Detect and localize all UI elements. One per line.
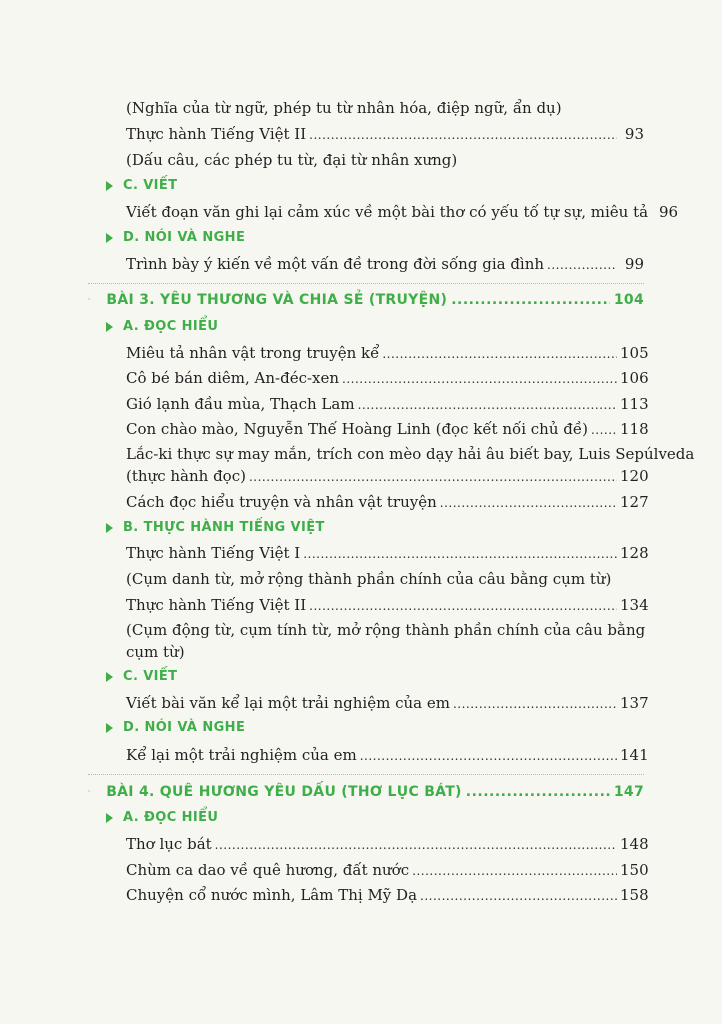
section-heading: [106, 720, 245, 735]
page-number: 93: [624, 125, 644, 143]
lesson-heading[interactable]: [88, 290, 644, 308]
page-number: 96: [658, 203, 679, 221]
dot-leader: [358, 393, 617, 416]
dot-leader: [309, 123, 617, 146]
play-marker-icon: [106, 672, 113, 682]
page-number: 127: [620, 493, 649, 511]
toc-entry[interactable]: [126, 342, 649, 365]
entry-title: Gió lạnh đầu mùa, Thạch Lam: [126, 395, 355, 413]
dot-leader: [249, 465, 617, 488]
page-number: 128: [620, 544, 649, 562]
note-text: cụm từ): [126, 643, 185, 661]
section-heading: [106, 520, 325, 535]
play-marker-icon: [106, 181, 113, 191]
dot-leader: [309, 594, 617, 617]
page-number: 141: [620, 746, 649, 764]
dot-leader: [342, 367, 617, 390]
note-text: (Cụm động từ, cụm tính từ, mở rộng thành phần chính của câu bằng: [126, 621, 646, 639]
toc-entry[interactable]: [126, 418, 649, 441]
section-heading: [106, 178, 177, 193]
entry-title: Thực hành Tiếng Việt II: [126, 125, 307, 143]
toc-entry[interactable]: [126, 744, 649, 767]
note-text: (Cụm danh từ, mở rộng thành phần chính của câu bằng cụm từ): [126, 570, 612, 588]
page-number: 113: [620, 395, 649, 413]
page-number: 137: [620, 694, 649, 712]
note-text: (Nghĩa của từ ngữ, phép tu từ nhân hóa, điệp ngữ, ẩn dụ): [126, 99, 562, 117]
dot-leader: [382, 342, 617, 365]
page-number: 104: [613, 292, 644, 308]
dot-leader: [360, 744, 617, 767]
section-label: A. ĐỌC HIỂU: [123, 319, 219, 334]
toc-entry[interactable]: [126, 833, 649, 856]
section-heading: [106, 319, 218, 334]
section-heading: [106, 230, 245, 245]
entry-title: Kể lại một trải nghiệm của em: [126, 746, 357, 764]
dot-leader: [420, 884, 617, 907]
entry-title: Viết bài văn kể lại một trải nghiệm của em: [126, 694, 450, 712]
note-text: (Dấu câu, các phép tu từ, đại từ nhân xưng): [126, 151, 458, 169]
play-marker-icon: [106, 813, 113, 823]
entry-title: Chuyện cổ nước mình, Lâm Thị Mỹ Dạ: [126, 886, 418, 904]
toc-entry[interactable]: [126, 884, 649, 907]
lesson-title: BÀI 3. YÊU THƯƠNG VÀ CHIA SẺ (TRUYỆN): [106, 292, 448, 308]
toc-entry[interactable]: [126, 393, 649, 416]
divider: [88, 283, 644, 284]
page-number: 106: [620, 369, 649, 387]
play-marker-icon: [106, 523, 113, 533]
toc-entry[interactable]: [126, 859, 649, 882]
page-number: 134: [620, 596, 649, 614]
play-marker-icon: [106, 233, 113, 243]
toc-entry[interactable]: [126, 253, 644, 276]
entry-title: Cô bé bán diêm, An-đéc-xen: [126, 369, 340, 387]
dot-leader: [440, 491, 617, 514]
section-label: C. VIẾT: [123, 669, 178, 684]
dot-leader: [303, 542, 617, 565]
dot-leader: [453, 692, 617, 715]
page-number: 158: [620, 886, 649, 904]
entry-title: Thơ lục bát: [126, 835, 212, 853]
play-marker-icon: [106, 723, 113, 733]
section-label: C. VIẾT: [123, 178, 178, 193]
section-heading: [106, 810, 218, 825]
dot-leader: [412, 859, 617, 882]
dot-leader: [466, 784, 610, 800]
section-heading: [106, 669, 177, 684]
toc-entry[interactable]: [126, 201, 679, 224]
toc-entry[interactable]: [126, 123, 644, 146]
entry-title-line: Lắc-ki thực sự may mắn, trích con mèo dạy hải âu biết bay, Luis Sepúlveda: [126, 445, 695, 463]
section-label: B. THỰC HÀNH TIẾNG VIỆT: [123, 520, 325, 535]
section-label: D. NÓI VÀ NGHE: [123, 720, 246, 735]
divider: [88, 774, 644, 775]
page-number: 150: [620, 861, 649, 879]
entry-title: Trình bày ý kiến về một vấn đề trong đời sống gia đình: [126, 255, 545, 273]
entry-title: Miêu tả nhân vật trong truyện kể: [126, 344, 380, 362]
toc-entry[interactable]: [126, 542, 649, 565]
toc-entry[interactable]: [126, 692, 649, 715]
dot-leader: [591, 418, 617, 441]
toc-entry[interactable]: [126, 465, 649, 488]
book-icon: [88, 292, 90, 306]
dot-leader: [451, 292, 610, 308]
book-icon: [88, 784, 90, 798]
entry-title: Thực hành Tiếng Việt I: [126, 544, 301, 562]
entry-title: Viết đoạn văn ghi lại cảm xúc về một bài thơ có yếu tố tự sự, miêu tả: [126, 203, 649, 221]
section-label: A. ĐỌC HIỂU: [123, 810, 219, 825]
page-number: 148: [620, 835, 649, 853]
toc-entry[interactable]: [126, 367, 649, 390]
toc-entry[interactable]: [126, 594, 649, 617]
lesson-heading[interactable]: [88, 782, 644, 800]
entry-title: Cách đọc hiểu truyện và nhân vật truyện: [126, 493, 437, 511]
dot-leader: [215, 833, 617, 856]
play-marker-icon: [106, 322, 113, 332]
lesson-title: BÀI 4. QUÊ HƯƠNG YÊU DẤU (THƠ LỤC BÁT): [106, 784, 462, 800]
dot-leader: [547, 253, 617, 276]
entry-title: Chùm ca dao về quê hương, đất nước: [126, 861, 410, 879]
entry-title: Con chào mào, Nguyễn Thế Hoàng Linh (đọc kết nối chủ đề): [126, 420, 588, 438]
section-label: D. NÓI VÀ NGHE: [123, 230, 246, 245]
entry-title: Thực hành Tiếng Việt II: [126, 596, 307, 614]
page-number: 120: [620, 467, 649, 485]
entry-title: (thực hành đọc): [126, 467, 246, 485]
page-number: 118: [620, 420, 649, 438]
page-number: 147: [613, 784, 644, 800]
page-number: 99: [624, 255, 644, 273]
page-number: 105: [620, 344, 649, 362]
toc-entry[interactable]: [126, 491, 649, 514]
